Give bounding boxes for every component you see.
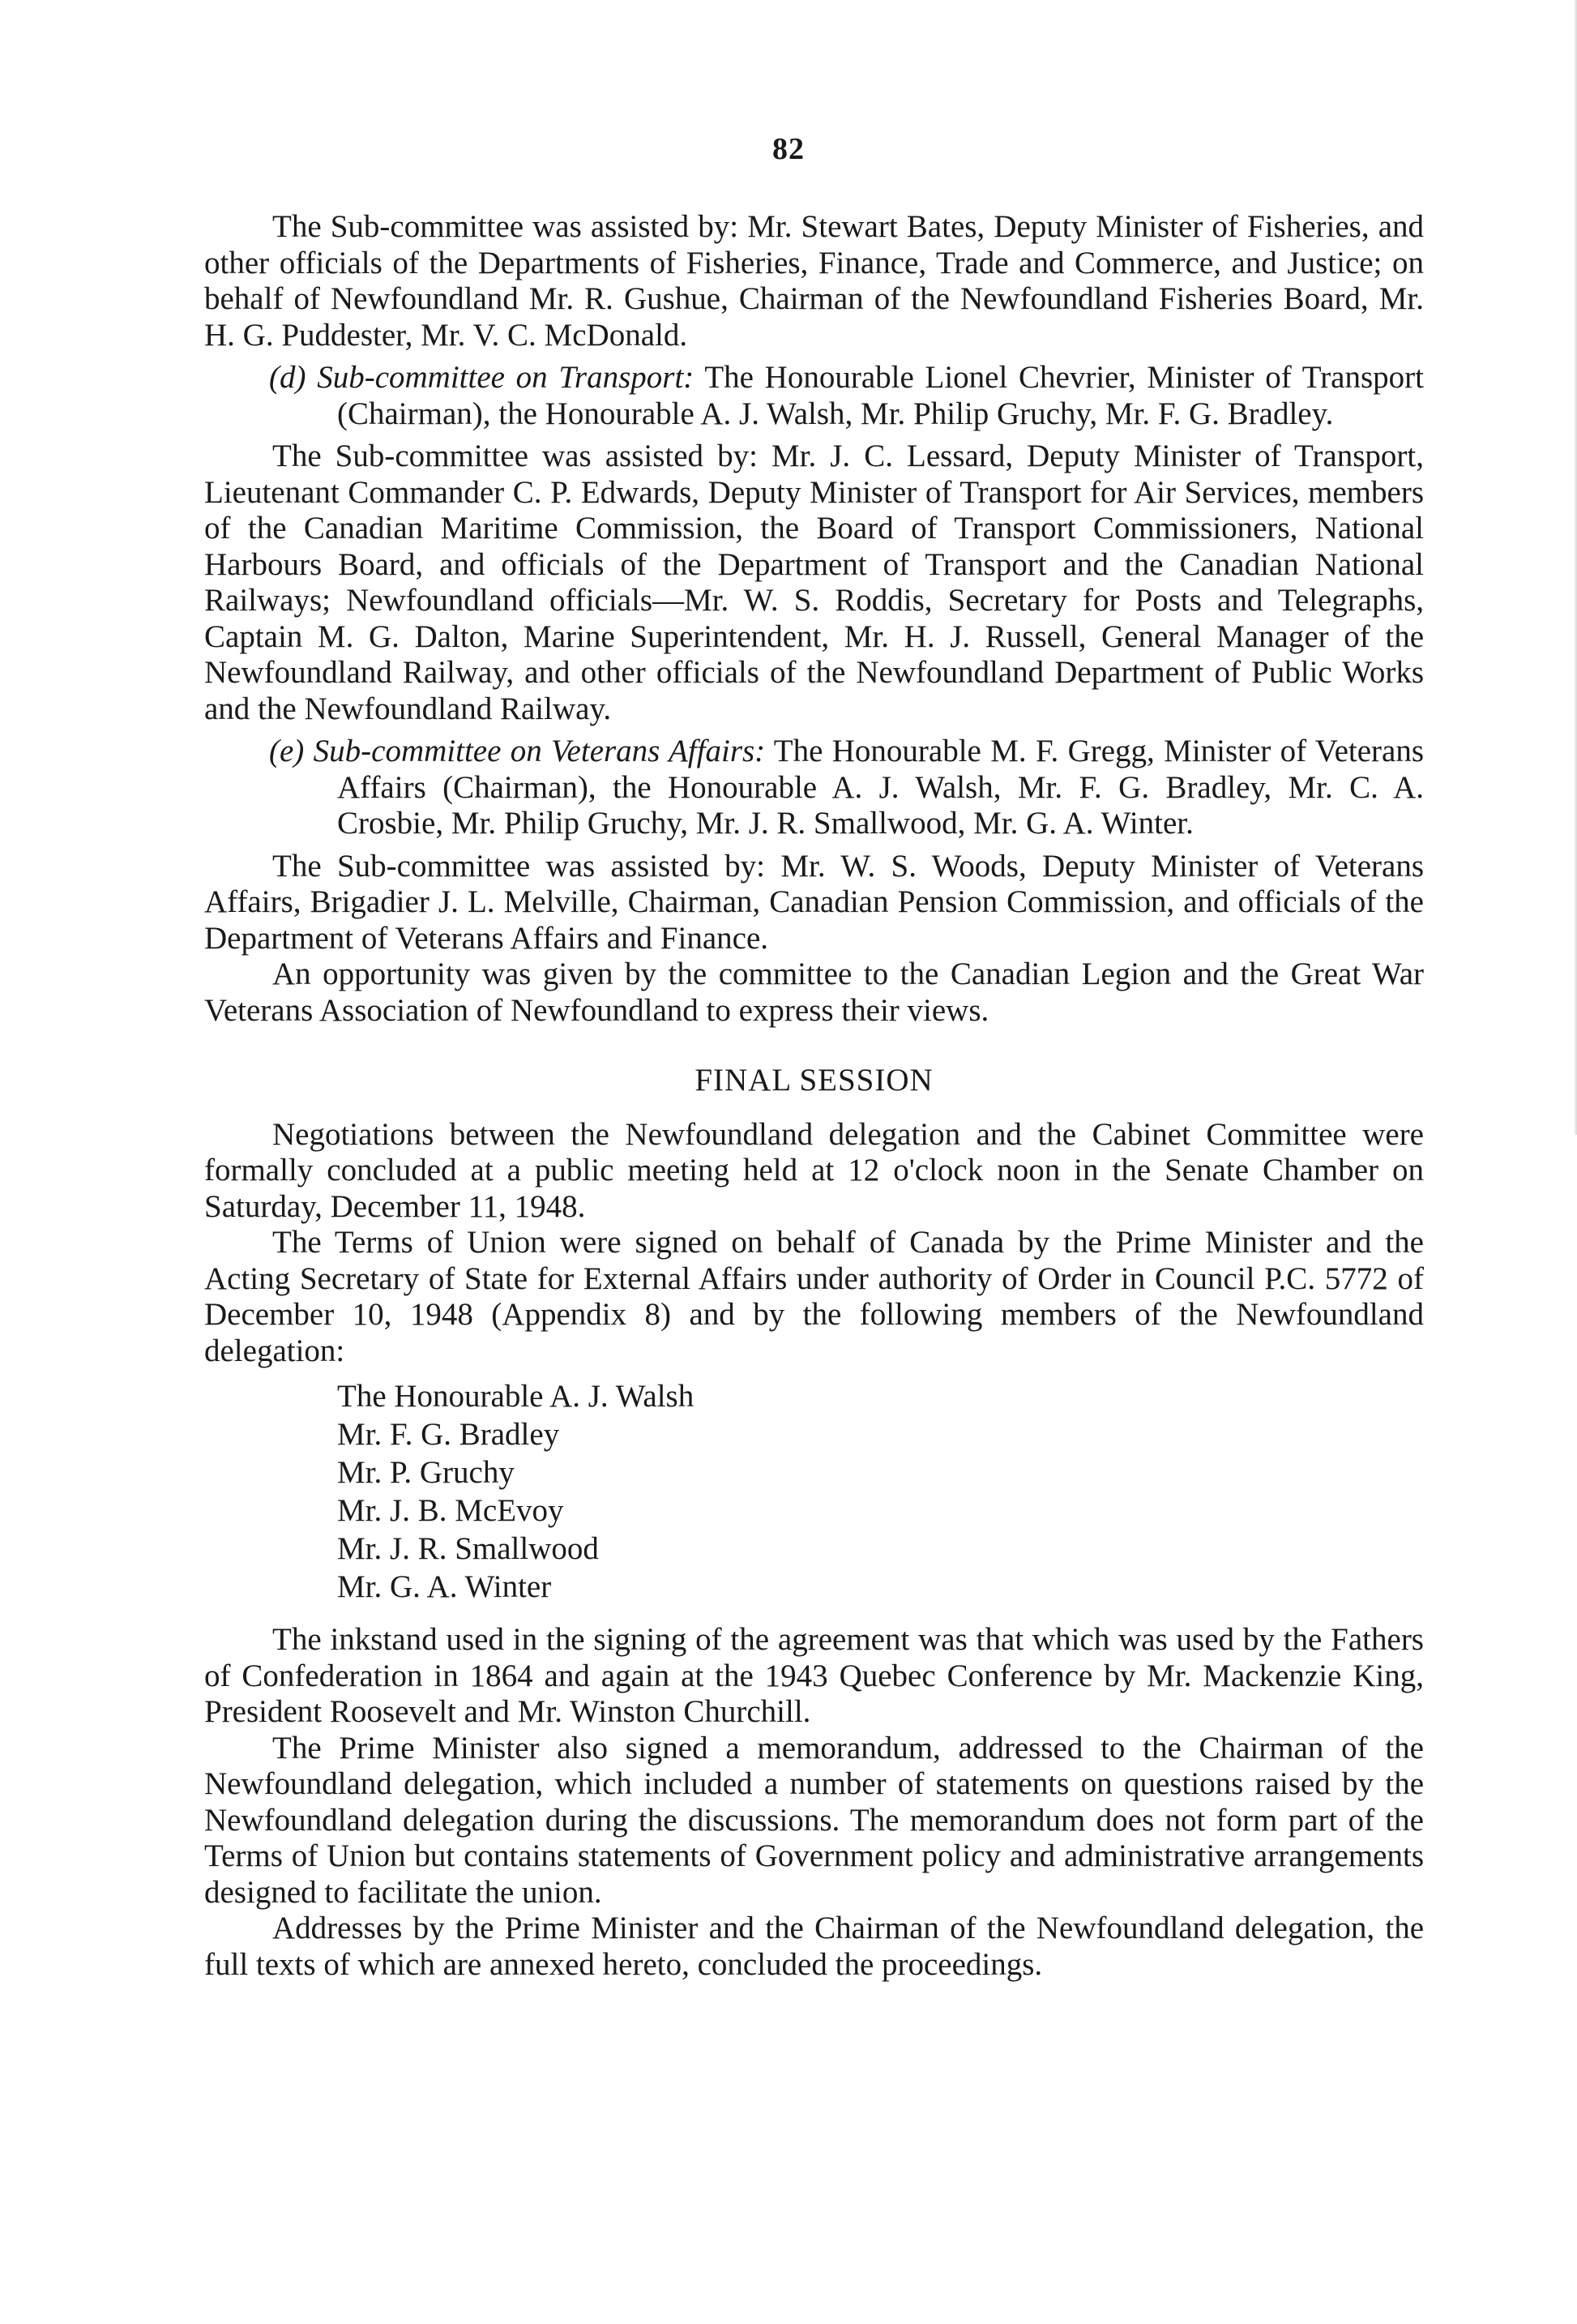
subcommittee-transport-members: The Honourable Lionel Chevrier, Minister of Transport (Chairman), the Honourable A. J. Walsh, Mr. Philip Gruchy, Mr. F. G. Bradley. — [337, 360, 1424, 431]
paragraph-transport-assistance: The Sub-committee was assisted by: Mr. J. C. Lessard, Deputy Minister of Transport, Lieutenant Commander C. P. Edwards, Deputy Minister of Transport for Air Services, members of the Canadian Maritime Commission, the Board of Transport Commissioners, National Harbours Board, and officials of the Department of Transport and the Canadian National Railways; Newfoundland officials—Mr. W. S. Roddis, Secretary for Posts and Telegraphs, Captain M. G. Dalton, Marine Superintendent, Mr. H. J. Russell, General Manager of the Newfoundland Railway, and other officials of the Newfoundland Department of Public Works and the Newfoundland Railway. — [204, 439, 1424, 726]
paragraph-fisheries-assistance: The Sub-committee was assisted by: Mr. Stewart Bates, Deputy Minister of Fisheries, and other officials of the Departments of Fisheries, Finance, Trade and Commerce, and Justice; on behalf of Newfoundland Mr. R. Gushue, Chairman of the Newfoundland Fisheries Board, Mr. H. G. Puddester, Mr. V. C. McDonald. — [204, 209, 1424, 353]
item-marker-e: (e) — [269, 734, 305, 768]
subcommittee-veterans-members: The Honourable M. F. Gregg, Minister of Veterans Affairs (Chairman), the Honourable A. J. Walsh, Mr. F. G. Bradley, Mr. C. A. Crosbie, Mr. Philip Gruchy, Mr. J. R. Smallwood, Mr. G. A. Winter. — [337, 734, 1425, 841]
paragraph-terms-of-union: The Terms of Union were signed on behalf of Canada by the Prime Minister and the Acting Secretary of State for External Affairs under authority of Order in Council P.C. 5772 of December 10, 1948 (Appendix 8) and by the following members of the Newfoundland delegation: — [204, 1225, 1424, 1368]
paragraph-inkstand: The inkstand used in the signing of the agreement was that which was used by the Fathers of Confederation in 1864 and again at the 1943 Quebec Conference by Mr. Mackenzie King, President Roosevelt and Mr. Winston Churchill. — [204, 1622, 1424, 1729]
item-marker-d: (d) — [269, 360, 306, 395]
signatory-item: Mr. F. G. Bradley — [337, 1417, 560, 1452]
subcommittee-transport-label: Sub-committee on Transport: — [317, 360, 694, 395]
paragraph-memorandum: The Prime Minister also signed a memorandum, addressed to the Chairman of the Newfoundland delegation, which included a number of statements on questions raised by the Newfoundland delegation during the discussions. The memorandum does not form part of the Terms of Union but contains statements of Government policy and administrative arrangements designed to facilitate the union. — [204, 1730, 1424, 1910]
page-body — [204, 209, 1424, 1983]
signatory-item: Mr. G. A. Winter — [337, 1569, 552, 1604]
paragraph-veterans-assistance: The Sub-committee was assisted by: Mr. W. S. Woods, Deputy Minister of Veterans Affairs, Brigadier J. L. Melville, Chairman, Canadian Pension Commission, and officials of the Department of Veterans Affairs and Finance. — [204, 848, 1424, 956]
section-heading-final-session: FINAL SESSION — [694, 1063, 934, 1098]
subcommittee-transport-item — [204, 360, 1424, 432]
page-number: 82 — [772, 132, 805, 166]
signatory-item: Mr. J. B. McEvoy — [337, 1493, 564, 1528]
signatories-list — [204, 1377, 1424, 1606]
paragraph-opportunity: An opportunity was given by the committee to the Canadian Legion and the Great War Veterans Association of Newfoundland to express their views. — [204, 957, 1424, 1028]
signatory-item: The Honourable A. J. Walsh — [337, 1379, 694, 1414]
signatory-item: Mr. P. Gruchy — [337, 1455, 515, 1490]
subcommittee-veterans-item — [204, 734, 1424, 842]
signatory-item: Mr. J. R. Smallwood — [337, 1531, 599, 1566]
subcommittee-veterans-label: Sub-committee on Veterans Affairs: — [313, 734, 766, 768]
paragraph-negotiations: Negotiations between the Newfoundland delegation and the Cabinet Committee were formally concluded at a public meeting held at 12 o'clock noon in the Senate Chamber on Saturday, December 11, 1948. — [204, 1116, 1424, 1224]
page-edge-shadow — [1574, 0, 1577, 1135]
paragraph-addresses: Addresses by the Prime Minister and the Chairman of the Newfoundland delegation, the full texts of which are annexed hereto, concluded the proceedings. — [204, 1911, 1424, 1982]
